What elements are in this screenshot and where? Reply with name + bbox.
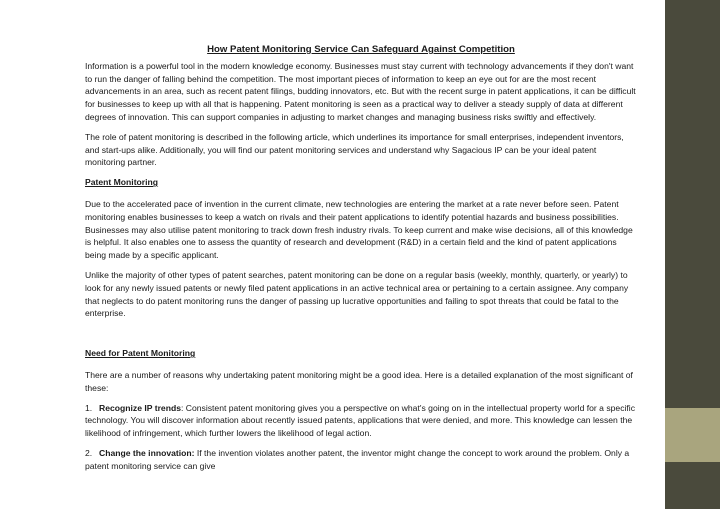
list-item-term: Recognize IP trends	[99, 402, 181, 413]
side-band-accent	[665, 408, 720, 462]
list-item	[85, 447, 637, 473]
list-item-number: 1.	[85, 402, 93, 413]
intro-paragraph: Information is a powerful tool in the modern knowledge economy. Businesses must stay current with technology advancements if they don't want to run the danger of falling behind the competition. The most important pieces of information to keep an eye out for are the most recent advancements in an area, such as recent patent filings, budding innovators, etc. But with the recent surge in patent applications, it can be difficult for businesses to keep up with all that is happening. Patent monitoring is seen as a practical way to deliver a steady supply of data at different degrees of innovation. This can support companies in adjusting to market changes and managing business risks swiftly and effectively.	[85, 60, 636, 122]
list-item-text: : Consistent patent monitoring gives you a perspective on what's going on in the intellectual property world for a specific technology. You will discover information about recently issued patents, applications that were denied, and more. This knowledge can lessen the likelihood of infringement, which further lowers the likelihood of legal action.	[85, 402, 636, 439]
list-item	[85, 402, 637, 440]
list-item-text: If the invention violates another patent, the inventor might change the concept to work around the problem. Only a patent monitoring service can give	[85, 447, 630, 471]
role-paragraph: The role of patent monitoring is described in the following article, which underlines its importance for small enterprises, independent inventors, and start-ups alike. Additionally, you will find our patent monitoring services and understand why Sagacious IP can be your ideal patent monitoring partner.	[85, 131, 624, 168]
section-heading-patent-monitoring: Patent Monitoring	[85, 177, 159, 188]
patent-monitoring-paragraph-2: Unlike the majority of other types of patent searches, patent monitoring can be done on a regular basis (weekly, monthly, quarterly, or yearly) to look for any newly issued patents or newly filed patent applications in an active technical area or pertaining to a certain assignee. Any company that neglects to do patent monitoring runs the danger of passing up lucrative opportunities and failing to spot threats that could be fatal to the enterprise.	[85, 269, 629, 319]
document-page	[85, 44, 637, 480]
document-title: How Patent Monitoring Service Can Safeguard Against Competition	[207, 44, 515, 55]
list-item-number: 2.	[85, 447, 93, 458]
need-paragraph: There are a number of reasons why undertaking patent monitoring might be a good idea. Here is a detailed explanation of the most significant of these:	[85, 369, 633, 393]
list-item-term: Change the innovation:	[99, 447, 195, 458]
section-heading-need: Need for Patent Monitoring	[85, 348, 196, 359]
side-band	[665, 0, 720, 509]
patent-monitoring-paragraph-1: Due to the accelerated pace of invention in the current climate, new technologies are entering the market at a rate never before seen. Patent monitoring enables businesses to keep a watch on rivals and their patent applications to identify potential hazards and business possibilities. Businesses may also utilise patent monitoring to track down fresh industry rivals. To keep current and make wise decisions, all of this knowledge is helpful. It also enables one to assess the quantity of research and development (R&D) in a certain field and the kind of patent applications being made by a specific applicant.	[85, 198, 633, 261]
